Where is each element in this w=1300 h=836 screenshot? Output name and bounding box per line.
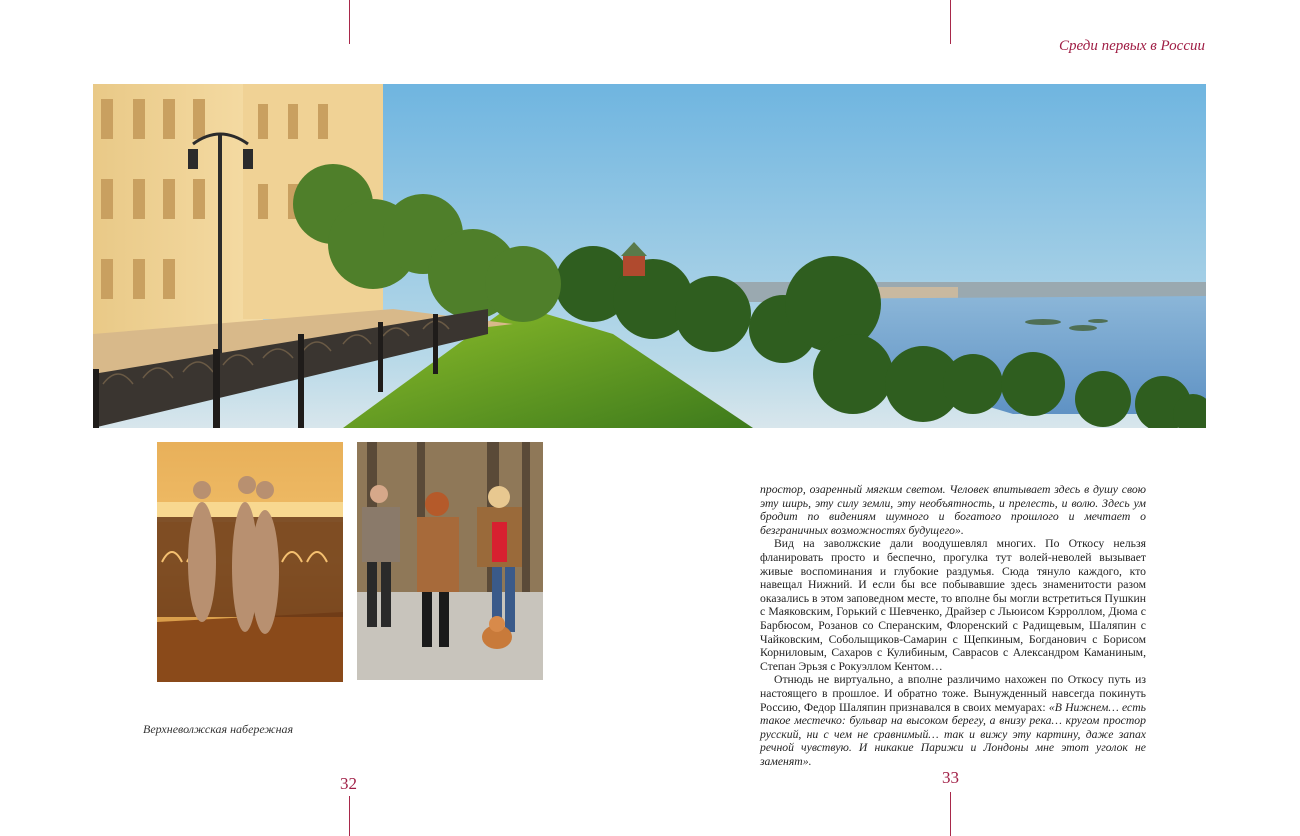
- walkers-photo: [357, 442, 543, 680]
- top-left-rule: [349, 0, 350, 44]
- top-right-rule: [950, 0, 951, 44]
- body-text: [760, 483, 1146, 768]
- paragraph-1: простор, озаренный мягким светом. Человек впитывает здесь в душу свою эту ширь, эту силу земли, эту необъятность, и прелесть, и волю. Здесь ум бродит по видениям шумного и богатого прошлого и мечтает о безграничных возможностях будущего».: [760, 483, 1146, 537]
- page-number-left: 32: [340, 774, 357, 793]
- bottom-right-rule: [950, 792, 951, 836]
- sunset-photo: [157, 442, 343, 682]
- paragraph-2: Вид на заволжские дали воодушевлял многих. По Откосу нельзя фланировать просто и беспечно, прогулка тут волей-неволей вызывает живые воспоминания и глубокие раздумья. Сюда тянуло каждого, кто навещал Нижний. И если бы все побывавшие здесь знаменитости разом оказались в этом заповедном месте, то вполне бы могли встретиться Пушкин с Маяковским, Горький с Шевченко, Драйзер с Льюисом Кэрроллом, Дюма с Барбюсом, Розанов со Сперанским, Флоренский с Радищевым, Шаляпин с Чайковским, Соболыщиков-Самарин с Щепкиным, Богданович с Борисом Корниловым, Сахаров с Кулибиным, Саврасов с Александром Каманиным, Степан Эрьзя с Рокуэллом Кентом…: [760, 537, 1146, 673]
- bottom-left-rule: [349, 796, 350, 836]
- panorama-svg: [93, 84, 1206, 428]
- photo-caption: Верхневолжская набережная: [143, 722, 294, 736]
- sunset-photo-svg: [157, 442, 343, 682]
- section-title: Среди первых в России: [1058, 38, 1205, 54]
- page-number-right: 33: [942, 768, 959, 787]
- panorama-image: [93, 84, 1206, 428]
- walkers-photo-svg: [357, 442, 543, 680]
- paragraph-3: Отнюдь не виртуально, а вполне различимо нахожен по Откосу путь из настоящего в прошлое. И обратно тоже. Вынужденный навсегда покинуть Россию, Федор Шаляпин признавался в своих мемуарах: «В Нижнем… есть такое местечко: бульвар на высоком берегу, а внизу река… кругом простор русский, ни с чем не сравнимый… так и вижу эту картину, даже запах речной чувствую. И никакие Парижи и Лондоны мне этот уголок не заменят».: [760, 673, 1147, 768]
